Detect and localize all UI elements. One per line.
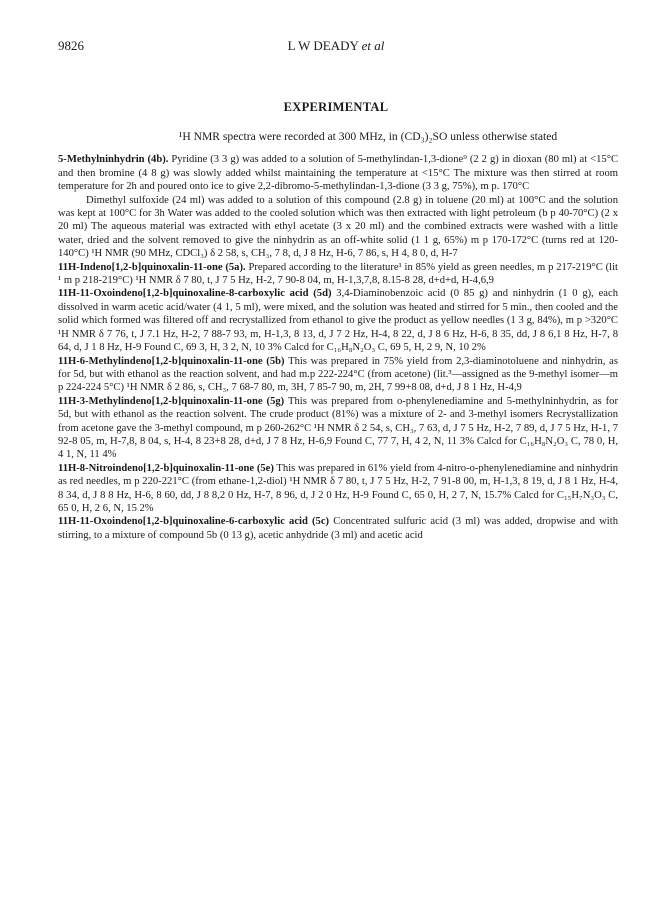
compound-heading: 11H-11-Oxoindeno[1,2-b]quinoxaline-8-carboxylic acid (5d) — [58, 288, 332, 300]
author-names: L W DEADY — [287, 38, 359, 53]
section-title: EXPERIMENTAL — [283, 100, 389, 114]
paragraph-text: Concentrated sulfuric acid (3 ml) was added, dropwise and with stirring, to a mixture of compound 5b (0 13 g), acetic anhydride (3 ml) and acetic acid — [58, 516, 618, 541]
paragraph-text: This was prepared in 75% yield from 2,3-diaminotoluene and ninhydrin, as for 5d, but with ethanol as the reaction solvent, and had m.p 222-224°C (from acetone) (lit.³—assigned as the 9-methyl isomer—m p 224-224 5°C) ¹H NMR δ 2 86, s, CH₃, 7 68-7 80, m, 3H, 7 85-7 90, m, 2H, 7 99+8 08, d+d, J 8 1 Hz, H-4,9 — [58, 355, 618, 394]
intro-text: ¹H NMR spectra were recorded at 300 MHz, in (CD₃)₂SO unless otherwise stated — [178, 130, 558, 143]
running-authors — [58, 38, 614, 54]
running-header — [58, 38, 614, 54]
et-al: et al — [361, 38, 385, 53]
paragraph — [58, 287, 618, 354]
paragraph — [58, 355, 618, 395]
paragraph-text: This was prepared in 61% yield from 4-nitro-o-phenylenediamine and ninhydrin as red needles, m p 220-221°C (from ethane-1,2-diol) ¹H NMR δ 7 80, t, J 7 5 Hz, H-2, 7 91-8 00, m, H-1,3, 8 19, d, J 8 1 Hz, H-4, 8 34, d, J 8 8 Hz, H-6, 8 60, dd, J 8 8,2 0 Hz, H-7, 8 96, d, J 2 0 Hz, H-9 Found C, 65 0, H, 2 7, N, 15.7% Calcd for C₁₅H₇N₃O₃ C, 65 0, H, 2 6, N, 15 2% — [58, 462, 619, 514]
document-body — [58, 130, 618, 542]
intro-line — [58, 130, 618, 143]
paragraph-text: This was prepared from o-phenylenediamine and 5-methylninhydrin, as for 5d, but with ethanol as the reaction solvent. The crude product (81%) was a mixture of 2- and 3-methyl isomers Recrystallization from acetone gave the 3-methyl compound, m p 260-262°C ¹H NMR δ 2 54, s, CH₃, 7 63, d, J 7 5 Hz, H-2, 7 89, d, J 7 5 Hz, H-1, 7 92-8 05, m, H-7,8, 8 04, s, H-4, 8 23+8 28, d+d, J 7 8 Hz, H-6,9 Found C, 77 7, H, 4 2, N, 11 3% Calcd for C₁₆H₈N₂O₃ C, 78 0, H, 4 1, N, 11 4% — [58, 395, 618, 461]
paragraph-text: Prepared according to the literature¹ in 85% yield as green needles, m p 217-219°C (lit ¹ m p 218-219°C) ¹H NMR δ 7 80, t, J 7 5 Hz, H-2, 7 90-8 04, m, H-1,3,7,8, 8.15-8 28, d+d+d, H-4,6,9 — [58, 261, 618, 287]
paragraph — [58, 395, 618, 462]
compound-heading: 11H-8-Nitroindeno[1,2-b]quinoxalin-11-one (5e) — [58, 462, 274, 474]
paragraph-text: Dimethyl sulfoxide (24 ml) was added to a solution of this compound (2.8 g) in toluene (20 ml) at 100°C and the solution was kept at 100°C for 3h Water was added to the cooled solution which was then extracted with light petroleum (b p 40-70°C) (2 x 20 ml) The aqueous material was extracted with ethyl acetate (3 x 20 ml) and the combined extracts were washed with a little water, dried and the solvent removed to give the ninhydrin as an off-white solid (1 1 g, 65%) m p 170-172°C (turns red at 120-140°C) ¹H NMR (90 MHz, CDCl₃) δ 2 58, s, CH₃, 7 8, d, J 8 Hz, H-6, 7 86, s, H 4, 8 0, d, H-7 — [58, 194, 618, 260]
paragraph-text: Pyridine (3 3 g) was added to a solution of 5-methylindan-1,3-dione⁹ (2 2 g) in dioxan (80 ml) at <15°C and then bromine (4 8 g) was slowly added whilst maintaining the temperature at <15°C The mixture was then stirred at room temperature for 2h and poured onto ice to give 2,2-dibromo-5-methylindan-1,3-dione (3 3 g, 75%), m p. 170°C — [58, 154, 619, 193]
page-number: 9826 — [58, 38, 84, 53]
paragraph — [58, 462, 618, 516]
compound-heading: 11H-11-Oxoindeno[1,2-b]quinoxaline-6-carboxylic acid (5c) — [58, 516, 330, 528]
paragraph — [58, 261, 618, 288]
compound-heading: 11H-3-Methylindeno[1,2-b]quinoxalin-11-one (5g) — [58, 395, 285, 407]
compound-heading: 11H-6-Methylindeno[1,2-b]quinoxalin-11-one (5b) — [58, 355, 285, 367]
paragraph — [58, 194, 618, 261]
compound-heading: 11H-Indeno[1,2-b]quinoxalin-11-one (5a). — [58, 261, 246, 273]
compound-heading: 5-Methylninhydrin (4b). — [58, 154, 169, 166]
paragraph — [58, 153, 618, 193]
paragraph — [58, 515, 618, 542]
paragraph-text: 3,4-Diaminobenzoic acid (0 85 g) and ninhydrin (1 0 g), each dissolved in warm acetic acid/water (4 1, 5 ml), were mixed, and the solution was heated and stirred for 5 min., then cooled and the solid which formed was filtered off and recrystallized from ethanol to give the product as yellow needles (1 3 g, 84%), m p >320°C ¹H NMR δ 7 76, t, J 7.1 Hz, H-2, 7 88-7 93, m, H-1,3, 8 13, d, J 7 2 Hz, H-4, 8 22, d, J 8 6 Hz, H-6, 8 35, dd, J 8 6,1 8 Hz, H-7, 8 64, d, J 1 8 Hz, H-9 Found C, 69 3, H, 3 2, N, 10 3% Calcd for C₁₆H₈N₂O₃ C, 69 5, H, 2 9, N, 10 2% — [58, 288, 618, 354]
